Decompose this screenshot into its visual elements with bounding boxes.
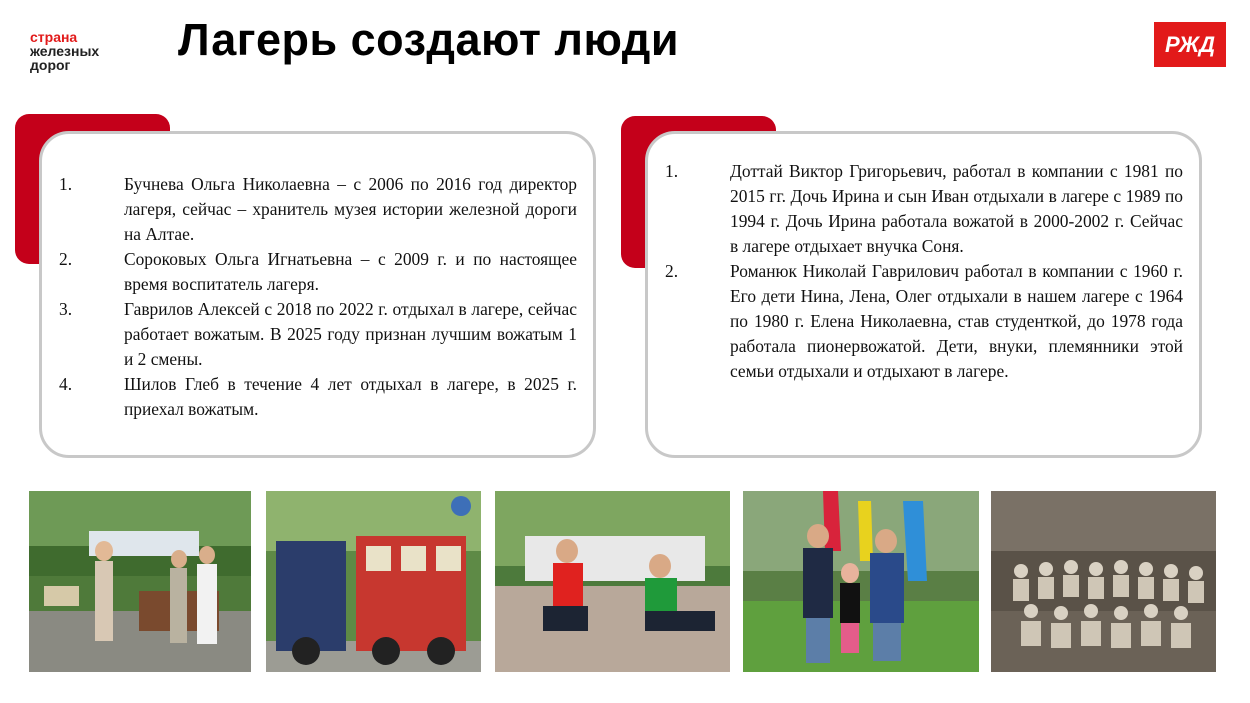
photo-counselors-park (29, 491, 251, 672)
list-text: Романюк Николай Гаврилович работал в компании с 1960 г. Его дети Нина, Лена, Олег отдыхали в нашем лагере с 1964 по 1980 г. Елена Николаевна, став студенткой, до 1978 года работала пионервожатой. Дети, внуки, племянники этой семьи отдыхали и отдыхают в лагере. (730, 261, 1183, 381)
svg-text:РЖД: РЖД (1164, 31, 1216, 57)
rzd-logo (1154, 22, 1226, 67)
photo-family-flags (743, 491, 979, 672)
brand-line-3: дорог (30, 57, 71, 73)
list-text: Гаврилов Алексей с 2018 по 2022 г. отдыхал в лагере, сейчас работает вожатым. В 2025 году признан лучшим вожатым 1 и 2 смены. (124, 299, 577, 369)
list-item (59, 372, 577, 422)
right-list (665, 159, 1183, 384)
list-number: 1. (665, 161, 679, 181)
photo-counselors-heart (495, 491, 730, 672)
photo-archive-group (991, 491, 1216, 672)
left-list (59, 172, 577, 422)
list-number: 3. (59, 299, 73, 319)
list-item (59, 297, 577, 372)
list-number: 2. (665, 261, 679, 281)
list-number: 1. (59, 174, 73, 194)
list-item (665, 259, 1183, 384)
list-number: 2. (59, 249, 73, 269)
list-text: Доттай Виктор Григорьевич, работал в компании с 1981 по 2015 гг. Дочь Ирина и сын Иван отдыхали в лагере с 1989 по 1994 г. Дочь Ирина работала вожатой в 2000-2002 г. Сейчас в лагере отдыхает внучка Соня. (730, 161, 1183, 256)
list-item (59, 172, 577, 247)
brand-line-1: страна (30, 29, 78, 45)
list-text: Шилов Глеб в течение 4 лет отдыхал в лагере, в 2025 г. приехал вожатым. (124, 374, 577, 419)
rzd-logo-mark (1160, 30, 1220, 60)
brand-wordmark (30, 30, 99, 72)
list-text: Сороковых Ольга Игнатьевна – с 2009 г. и по настоящее время воспитатель лагеря. (124, 249, 577, 294)
list-number: 4. (59, 374, 73, 394)
page-title: Лагерь создают люди (178, 14, 680, 65)
list-text: Бучнева Ольга Николаевна – с 2006 по 2016 год директор лагеря, сейчас – хранитель музея истории железной дороги на Алтае. (124, 174, 577, 244)
list-item (665, 159, 1183, 259)
list-item (59, 247, 577, 297)
photo-children-train (266, 491, 481, 672)
brand-line-2: железных (30, 43, 100, 59)
